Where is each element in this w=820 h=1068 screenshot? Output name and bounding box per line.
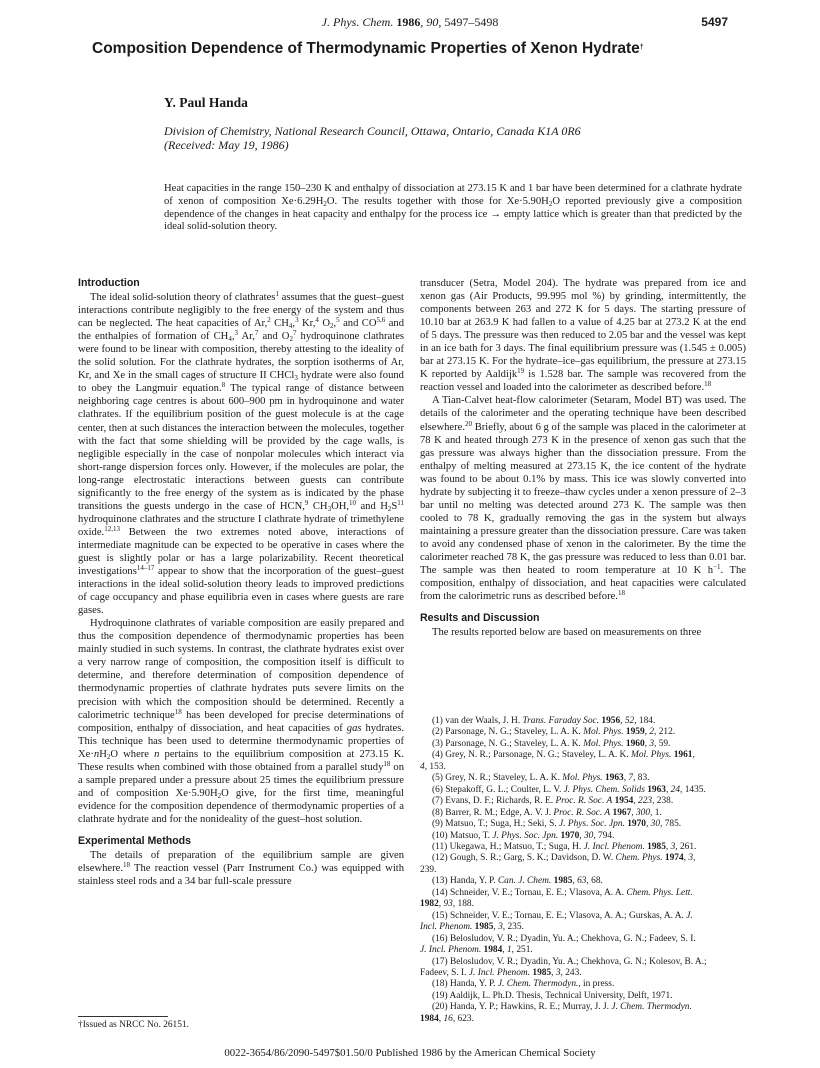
footnote-rule: [78, 1016, 168, 1017]
section-heading-introduction: Introduction: [78, 277, 140, 289]
reference-item: (13) Handa, Y. P. Can. J. Chem. 1985, 63, 68.: [432, 876, 603, 887]
reference-item: (9) Matsuo, T.; Suga, H.; Seki, S. J. Phys. Soc. Jpn. 1970, 30, 785.: [432, 819, 682, 830]
body-paragraph: Hydroquinone clathrates of variable composition are easily prepared and thus the composition dependence of thermodynamic properties has been mainly studied in such systems. In contrast, the clathrate hydrates exist over a very narrow range of composition, the composition itself is difficult to determine, and therefore determination of composition dependence of thermodynamic properties of clathrate hydrates puts severe limits on the precision with which the composition should be determined. Recently a calorimetric technique$^{18}$ has been developed for precise determinations of composition, enthalpy of dissociation, and heat capacities of gas hydrates. This technique has been used to determine thermodynamic properties of $Xe\cdot nH_2O$ where n pertains to the equilibrium composition at 273.15 K. These results when combined with those obtained from a parallel study$^{18}$ on a sample prepared under a pressure about 25 times the equilibrium pressure and of composition $Xe\cdot 5.90H_2O$ give, for the first time, meaningful evidence for the composition dependence of thermodynamic properties of a clathrate hydrate and for the nonideality of the guest–host solution.: [78, 618, 405, 825]
reference-item-continued: 1984, 16, 623.: [420, 1013, 474, 1024]
reference-item: (6) Stepakoff, G. L.; Coulter, L. V. J. Phys. Chem. Solids 1963, 24, 1435.: [432, 784, 706, 795]
reference-item: (20) Handa, Y. P.; Hawkins, R. E.; Murray, J. J. J. Chem. Thermodyn.: [432, 1002, 692, 1013]
body-paragraph: The ideal solid-solution theory of clathrates$^1$ assumes that the guest–guest interactions contribute negligibly to the free energy of the system and thus can be neglected. The heat capacities of Ar,$^2$ $CH_4,^3$ Kr,$^4$ $O_2,^5$ and CO$^{5,6}$ and the enthalpies of formation of $CH_4,^3$ Ar,$^7$ and $O_2^7$ hydroquinone clathrates were found to be linear with composition, thereby attesting to the ideality of the solid solution. For the clathrate hydrates, the sorption isotherms of Ar, Kr, and Xe in the small cages of structure II CHCl$_3$ hydrate were also found to obey the Langmuir equation.$^8$ The typical range of distance between neighboring cage centres is about 600–900 pm in hydroquinone and water clathrates. If the equilibrium position of the guest molecule is at the cage center, then at such distances the interaction between the molecules, together with the fact that some shielding will be provided by the cage walls, is negligible especially in the case of nonpolar molecules which interact via short-range dispersion forces only. However, if the molecules are polar, the long-range electrostatic interactions between guests can contribute significantly to the free energy of the system as is indicated by the phase transitions the guests undergo in the case of HCN,$^9$ $CH_3OH,^{10}$ and $H_2S^{11}$ hydroquinone clathrates and the structure I clathrate hydrate of trimethylene oxide.$^{12,13}$ Between the two extremes noted above, interactions of intermediate magnitude can be expected to be operative in cases where the guest is slightly polar or has a large polarizability. Recent theoretical investigations$^{14-17}$ appear to show that the incorporation of the guest–guest interactions in the ideal solid-solution theory leads to improved predictions of cage occupancy and phase equilibria even in cases where guests are rare gases.: [78, 290, 405, 617]
copyright-line: 0022-3654/86/2090-5497$01.50/0 Published 1986 by the American Chemical Society: [224, 1047, 596, 1059]
section-heading-results: Results and Discussion: [420, 612, 540, 625]
footnote: †Issued as NRCC No. 26151.: [78, 1020, 189, 1030]
left-column: [78, 277, 404, 888]
reference-item-continued: 4, 153.: [420, 761, 446, 772]
reference-item: (7) Evans, D. F.; Richards, R. E. Proc. R. Soc. A 1954, 223, 238.: [432, 796, 674, 807]
reference-item: (10) Matsuo, T. J. Phys. Soc. Jpn. 1970, 30, 794.: [432, 830, 615, 841]
reference-item: (18) Handa, Y. P. J. Chem. Thermodyn., in press.: [432, 979, 615, 990]
right-column: [420, 277, 746, 639]
reference-item: (2) Parsonage, N. G.; Staveley, L. A. K. Mol. Phys. 1959, 2, 212.: [432, 727, 676, 738]
reference-item: (15) Schneider, V. E.; Tornau, E. E.; Vlasova, A. A.; Gurskas, A. A. J.: [432, 910, 693, 921]
article-title: Composition Dependence of Thermodynamic Properties of Xenon Hydrate†: [92, 40, 644, 57]
section-heading-experimental: Experimental Methods: [78, 834, 192, 847]
affiliation: [164, 124, 724, 152]
reference-item: (12) Gough, S. R.; Garg, S. K.; Davidson, D. W. Chem. Phys. 1974, 3,: [432, 853, 696, 864]
reference-item: (4) Grey, N. R.; Parsonage, N. G.; Staveley, L. A. K. Mol. Phys. 1961,: [432, 750, 695, 761]
reference-item-continued: Fadeev, S. I. J. Incl. Phenom. 1985, 3, 243.: [420, 967, 582, 978]
author-name: Y. Paul Handa: [164, 95, 248, 110]
reference-item: (8) Barrer, R. M.; Edge, A. V. J. Proc. R. Soc. A 1967, 300, 1.: [432, 807, 662, 818]
body-paragraph: The details of preparation of the equilibrium sample are given elsewhere.$^{18}$ The reaction vessel (Parr Instrument Co.) was equipped with stainless steel rods and a 34 bar full-scale pressure: [78, 850, 404, 888]
body-paragraph: A Tian-Calvet heat-flow calorimeter (Setaram, Model BT) was used. The details of the calorimeter and the operating technique have been described elsewhere.$^{20}$ Briefly, about 6 g of the sample was placed in the calorimeter at 78 K and heated through 273 K in the presence of xenon gas such that the gas pressure was always higher than the dissociation pressure. From the enthalpy of melting measured at 273.15 K, the ice content of the hydrate was found to be about 0.1% by mass. This ice was slowly converted into hydrate by subjecting it to freeze–thaw cycles under a xenon pressure of 2–3 bar until no melting was detected around 273 K. The sample was then cooled to 78 K, gradually removing the gas in the system but always maintaining a pressure greater than the dissociation pressure. Care was taken to avoid any condensed phase of xenon in the calorimeter. By the time the calorimeter reached 78 K, the gas pressure was reduced to less than 0.01 bar. The sample was then heated to room temperature at 10 K $h^{-1}$. The composition, enthalpy of dissociation, and heat capacities were calculated from the calorimetric runs as described before.$^{18}$: [420, 395, 747, 603]
reference-item: (14) Schneider, V. E.; Tornau, E. E.; Vlasova, A. A. Chem. Phys. Lett.: [432, 887, 693, 898]
reference-item: (1) van der Waals, J. H. Trans. Faraday Soc. 1956, 52, 184.: [432, 716, 656, 726]
reference-item: (5) Grey, N. R.; Staveley, L. A. K. Mol. Phys. 1963, 7, 83.: [432, 773, 650, 784]
reference-item-continued: 239.: [420, 864, 437, 875]
received-date: (Received: May 19, 1986): [164, 138, 289, 152]
affiliation-line: Division of Chemistry, National Research Council, Ottawa, Ontario, Canada K1A 0R6: [164, 124, 581, 138]
reference-item-continued: Incl. Phenom. 1985, 3, 235.: [420, 922, 524, 933]
reference-item: (11) Ukegawa, H.; Matsuo, T.; Suga, H. J. Incl. Phenom. 1985, 3, 261.: [432, 841, 697, 852]
journal-header: J. Phys. Chem. 1986, 90, 5497–5498: [321, 15, 499, 29]
abstract: Heat capacities in the range 150–230 K and enthalpy of dissociation at 273.15 K and 1 bar have been determined for a clathrate hydrate of xenon of composition $Xe\cdot 6.29H_2O$. The results together with those for $Xe\cdot 5.90H_2O$ reported previously give a composition dependence of the changes in heat capacity and enthalpy for the process ice → empty lattice which is greater than that predicted by the ideal solid-solution theory.: [164, 183, 742, 233]
reference-item-continued: J. Incl. Phenom. 1984, 1, 251.: [420, 945, 533, 956]
reference-item: (3) Parsonage, N. G.; Staveley, L. A. K. Mol. Phys. 1960, 3, 59.: [432, 738, 671, 749]
page-number: 5497: [701, 15, 728, 29]
body-paragraph: transducer (Setra, Model 204). The hydrate was prepared from ice and xenon gas (Air Products, 99.995 mol %) by grinding, intermittently, the components between 263 and 272 K for 5 days. The starting pressure of 10.10 bar at 263.9 K had fallen to a value of 4.25 bar at 273.2 K at the end of 5 days. The pressure was then reduced to 2.05 bar and the vessel was kept in an ice bath for 3 days. The final equilibrium pressure was (1.545 ± 0.005) bar at 273.15 K. For the hydrate–ice–gas equilibrium, the pressure at 273.15 K reported by Aaldijk$^{19}$ is 1.528 bar. The sample was recovered from the reaction vessel and loaded into the calorimeter as described before.$^{18}$: [420, 278, 746, 394]
reference-item-continued: 1982, 93, 188.: [420, 899, 474, 910]
reference-item: (16) Belosludov, V. R.; Dyadin, Yu. A.; Chekhova, G. N.; Fadeev, S. I.: [432, 933, 696, 944]
reference-item: (19) Aaldijk, L. Ph.D. Thesis, Technical University, Delft, 1971.: [432, 990, 673, 1001]
reference-list: [420, 716, 746, 1025]
reference-item: (17) Belosludov, V. R.; Dyadin, Yu. A.; Chekhova, G. N.; Kolesov, B. A.;: [432, 956, 707, 967]
body-paragraph: The results reported below are based on measurements on three: [432, 627, 702, 639]
